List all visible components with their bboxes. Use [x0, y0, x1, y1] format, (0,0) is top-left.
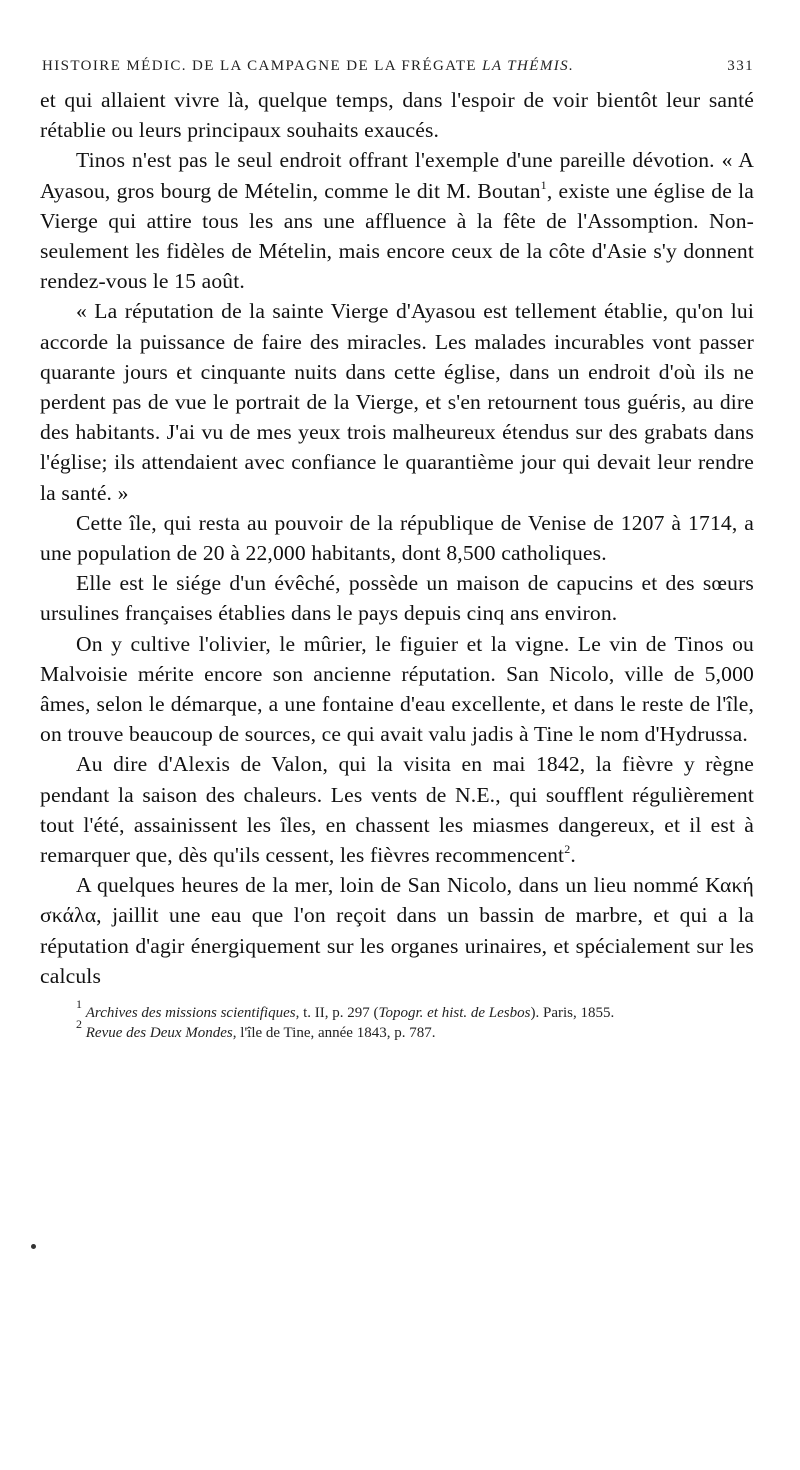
margin-mark — [31, 1244, 36, 1249]
paragraph-2: Tinos n'est pas le seul endroit offrant l'exemple d'une pareille dévotion. « A Ayasou, gros bourg de Mételin, comme le dit M. Boutan$^1$, existe une église de la Vierge qui attire tous les ans une affluence à la fête de l'Assomption. Non-seulement les fidèles de Mételin, mais encore ceux de la côte d'Asie s'y donnent rendez-vous le 15 août. — [40, 148, 754, 294]
paragraph-6: On y cultive l'olivier, le mûrier, le figuier et la vigne. Le vin de Tinos ou Malvoisie mérite encore son ancienne réputation. San Nicolo, ville de 5,000 âmes, selon le démarque, a une fontaine d'eau excellente, et dans le reste de l'île, on trouve beaucoup de sources, ce qui avait valu jadis à Tine le nom d'Hydrussa. — [40, 631, 754, 747]
paragraph-7: Au dire d'Alexis de Valon, qui la visita en mai 1842, la fièvre y règne pendant la saison des chaleurs. Les vents de N.E., qui soufflent régulièrement tout l'été, assainissent les îles, en chassent les miasmes dangereux, et il est à remarquer que, dès qu'ils cessent, les fièvres recommencent$^2$. — [40, 752, 754, 868]
paragraph-8: A quelques heures de la mer, loin de San Nicolo, dans un lieu nommé Κακή σκάλα, jaillit une eau que l'on reçoit dans un bassin de marbre, et qui a la réputation d'agir énergiquement sur les organes urinaires, et spécialement sur les calculs — [40, 873, 754, 988]
running-header — [42, 58, 754, 75]
page-number: 331 — [727, 58, 754, 74]
paragraph-3: « La réputation de la sainte Vierge d'Ayasou est tellement établie, qu'on lui accorde la puissance de faire des miracles. Les malades incurables vont passer quarante jours et cinquante nuits dans cette église, dans un endroit d'où ils ne perdent pas de vue le portrait de la Vierge, et s'en retournent tous guéris, au dire des habitants. J'ai vu de mes yeux trois malheureux étendus sur des grabats dans l'église; ils attendaient avec confiance le quarantième jour qui devait leur rendre la santé. » — [40, 299, 754, 505]
footnotes — [40, 997, 754, 1043]
footnote-2: $^2$ Revue des Deux Mondes, l'île de Tine, année 1843, p. 787. — [76, 1017, 436, 1042]
paragraph-1: et qui allaient vivre là, quelque temps, dans l'espoir de voir bientôt leur santé rétablie ou leurs principaux souhaits exaucés. — [40, 88, 754, 143]
footnote-ref-1: 1 — [540, 177, 547, 192]
paragraph-5: Elle est le siége d'un évêché, possède un maison de capucins et des sœurs ursulines françaises établies dans le pays depuis cinq ans environ. — [40, 571, 754, 626]
body-text — [40, 85, 754, 991]
paragraph-4: Cette île, qui resta au pouvoir de la république de Venise de 1207 à 1714, a une population de 20 à 22,000 habitants, dont 8,500 catholiques. — [40, 510, 754, 566]
footnote-ref-2: 2 — [564, 842, 571, 857]
header-title-italic: LA THÉMIS. — [482, 58, 575, 74]
header-title: HISTOIRE MÉDIC. DE LA CAMPAGNE DE LA FRÉGATE — [42, 58, 477, 74]
header-title-group — [42, 58, 574, 75]
footnote-1: $^1$ Archives des missions scientifiques, t. II, p. 297 (Topogr. et hist. de Lesbos). Paris, 1855. — [76, 997, 615, 1022]
